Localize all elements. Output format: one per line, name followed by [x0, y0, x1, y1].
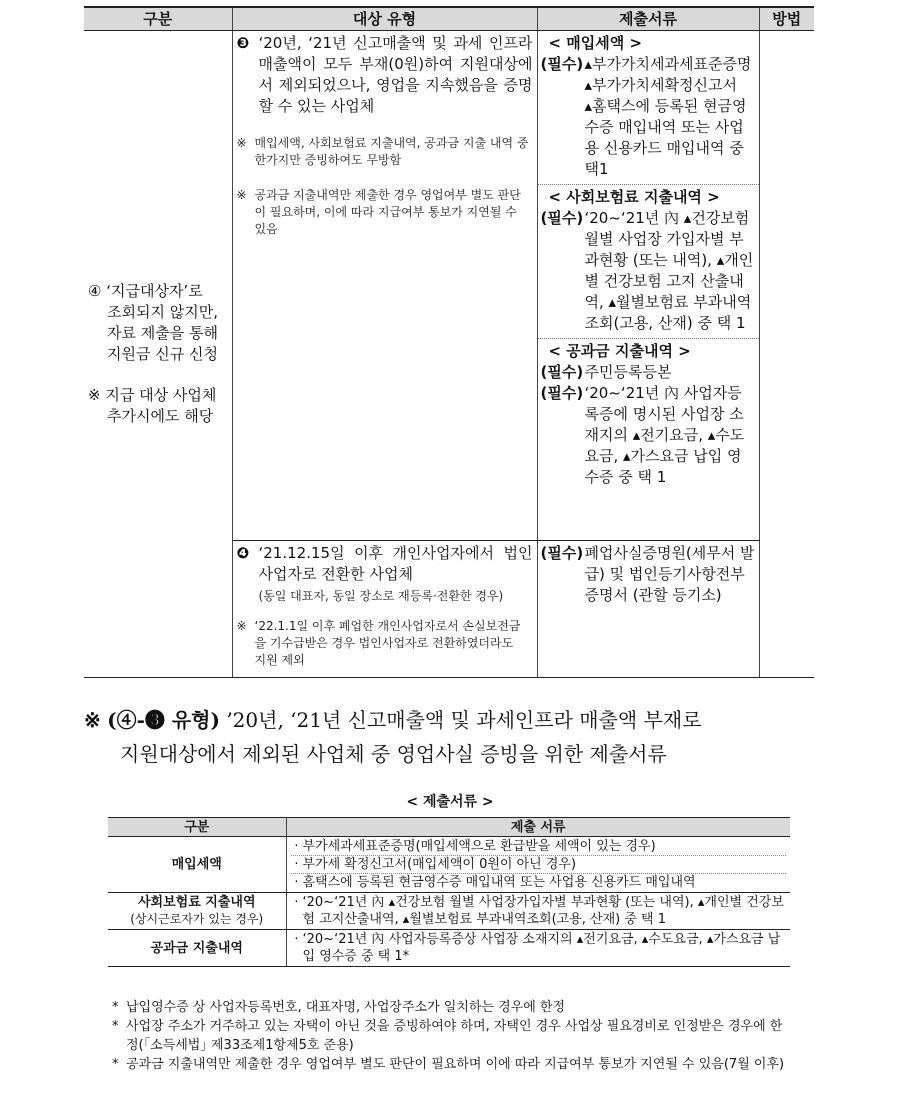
utility-doc-text: ‘20~‘21년 內 사업자등록증에 명시된 사업장 소재지의 ▴전기요금, ▴수도요금, ▴가스요금 납입 영수증 중 택 1: [584, 384, 745, 486]
footnote: [112, 1055, 792, 1074]
headline-line2: 지원대상에서 제외된 사업체 중 영업사실 증빙을 위한 제출서류: [120, 742, 667, 766]
category-line: 조회되지 않지만,: [107, 303, 218, 321]
insurance-doc-text: ‘20~‘21년 內 ▴건강보험 월별 사업장 가입자별 부과현황 (또는 내역), ▴개인별 건강보험 고지 산출내역, ▴월별보험료 부과내역조회(고용, 산재) 중 택 1: [584, 209, 754, 332]
footnotes: [112, 998, 792, 1074]
required-label: (필수): [540, 363, 584, 381]
category-cell: [84, 31, 232, 678]
section-headline: [84, 703, 824, 771]
table-row: [108, 930, 790, 967]
doc-item: ‘20~‘21년 內 사업자등록증상 사업장 소재지의 ▴전기요금, ▴수도요금, ▴가스요금 납입 영수증 중 택 1*: [302, 932, 781, 964]
doc-row-key: [108, 837, 286, 893]
type3-mark: ❸: [236, 34, 250, 52]
note-text: 공과금 지출내역만 제출한 경우 영업여부 별도 판단이 필요하며, 이에 따라 지급여부 통보가 지연될 수 있음: [254, 188, 521, 236]
main-table-header-row: [84, 7, 814, 31]
bullet: ·: [294, 895, 299, 910]
utility-doc-text: 주민등록등본: [584, 363, 672, 381]
type4-sub: (동일 대표자, 동일 장소로 재등록·전환한 경우): [258, 589, 504, 603]
header-category: 구분: [84, 7, 232, 31]
doc-row-items: [286, 893, 790, 930]
doc-table-header-row: [108, 818, 790, 837]
category-line: 자료 제출을 통해: [107, 324, 218, 342]
required-label: (필수): [540, 55, 584, 73]
headline-line1: ’20년, ‘21년 신고매출액 및 과세인프라 매출액 부재로: [226, 708, 702, 732]
main-table: [84, 6, 814, 678]
type4-cell: [232, 541, 537, 678]
docs4-cell: [537, 541, 759, 678]
doc-table-title: < 제출서류 >: [406, 794, 494, 810]
bullet: ·: [294, 875, 299, 890]
header-documents: 제출서류: [537, 7, 759, 31]
purchase-doc-item: ▴부가가치세확정신고서: [584, 76, 737, 94]
insurance-section: [538, 184, 759, 338]
type3-cell: [232, 31, 537, 541]
category-note-line: ※ 지급 대상 사업체: [88, 386, 217, 404]
doc-row-key-label: 공과금 지출내역: [150, 940, 243, 956]
table-row: [108, 893, 790, 930]
category-note-line: 추가시에도 해당: [107, 407, 214, 425]
doc-table: [108, 817, 790, 967]
utility-section: [538, 338, 759, 492]
method-cell: [759, 31, 814, 678]
bullet: ·: [294, 932, 299, 947]
footnote: [112, 998, 792, 1017]
purchase-tax-section: [538, 31, 759, 184]
doc-row-items: [286, 837, 790, 893]
purchase-doc-item: ▴부가가치세과세표준증명: [584, 55, 752, 73]
type4-note: [237, 618, 533, 669]
note-text: 매입세액, 사회보험료 지출내역, 공과금 지출 내역 중 한가지만 증빙하여도 무방함: [254, 136, 529, 167]
doc-item: 부가세과세표준증명(매입세액으로 환급받을 세액이 있는 경우): [302, 839, 656, 854]
purchase-doc-item: ▴홈택스에 등록된 현금영수증 매입내역 또는 사업용 신용카드 매입내역 중 택1: [584, 97, 747, 178]
doc-row-items: [286, 930, 790, 967]
footnote-mark: *: [112, 1057, 119, 1072]
doc-row-key-label: 매입세액: [171, 857, 222, 872]
docs3-cell: [537, 31, 759, 541]
headline-mark: ※: [84, 708, 101, 732]
required-label: (필수): [540, 544, 584, 562]
bullet: ·: [294, 857, 299, 872]
footnote-mark: *: [112, 1000, 119, 1015]
footnote-text: 사업장 주소가 거주하고 있는 자택이 아닌 것을 증빙하여야 하며, 자택인 경우 사업상 필요경비로 인정받은 경우에 한정(｢소득세법｣ 제33조제1항제5호 준용): [126, 1019, 783, 1053]
insurance-heading: < 사회보험료 지출내역 >: [548, 188, 720, 206]
header-target-type: 대상 유형: [232, 7, 537, 31]
footnote: [112, 1017, 792, 1055]
note-text: ‘22.1.1일 이후 폐업한 개인사업자로서 손실보전금을 기수급받은 경우 법인사업자로 전환하였더라도 지원 제외: [254, 619, 521, 667]
headline-bold: (④-❸ 유형): [107, 708, 220, 732]
footnote-text: 납입영수증 상 사업자등록번호, 대표자명, 사업장주소가 일치하는 경우에 한정: [126, 1000, 566, 1015]
type3-note: [237, 135, 533, 169]
purchase-tax-heading: < 매입세액 >: [548, 34, 643, 52]
type4-text: ‘21.12.15일 이후 개인사업자에서 법인사업자로 전환한 사업체: [258, 544, 533, 583]
type3-note: [237, 187, 533, 238]
note-ref: ※: [236, 136, 247, 150]
doc-item: 부가세 확정신고서(매입세액이 0원이 아닌 경우): [302, 857, 577, 872]
type3-text: ‘20년, ‘21년 신고매출액 및 과세 인프라 매출액이 모두 부재(0원)하여 지원대상에서 제외되었으나, 영업을 지속했음을 증명할 수 있는 사업체: [258, 34, 533, 115]
category-line: 지원금 신규 신청: [107, 345, 218, 363]
note-ref: ※: [236, 619, 247, 633]
footnote-text: 공과금 지출내역만 제출한 경우 영업여부 별도 판단이 필요하며 이에 따라 지급여부 통보가 지연될 수 있음(7월 이후): [126, 1057, 785, 1072]
doc-row-key-label: 사회보험료 지출내역: [137, 895, 256, 910]
table-row: [108, 837, 790, 893]
doc-header-documents: 제출 서류: [286, 818, 790, 837]
category-line: ④ ‘지급대상자’로: [88, 282, 203, 300]
doc-header-category: 구분: [108, 818, 286, 837]
note-ref: ※: [236, 188, 247, 202]
required-label: (필수): [540, 209, 584, 227]
table-row: [84, 31, 814, 541]
type4-mark: ❹: [236, 544, 250, 562]
doc-row-key-sub: (상시근로자가 있는 경우): [130, 912, 264, 926]
doc-item: ‘20~‘21년 內 ▴건강보험 월별 사업장가입자별 부과현황 (또는 내역), ▴개인별 건강보험 고지산출내역, ▴월별보험료 부과내역조회(고용, 산재) 중 택 1: [302, 895, 784, 927]
footnote-mark: *: [112, 1019, 119, 1034]
utility-heading: < 공과금 지출내역 >: [548, 342, 691, 360]
docs4-text: 폐업사실증명원(세무서 발급) 및 법인등기사항전부증명서 (관할 등기소): [584, 544, 755, 604]
required-label: (필수): [540, 384, 584, 402]
doc-row-key: [108, 930, 286, 967]
bullet: ·: [294, 839, 299, 854]
doc-item: 홈택스에 등록된 현금영수증 매입내역 또는 사업용 신용카드 매입내역: [302, 875, 696, 890]
header-method: 방법: [759, 7, 814, 31]
doc-row-key: [108, 893, 286, 930]
